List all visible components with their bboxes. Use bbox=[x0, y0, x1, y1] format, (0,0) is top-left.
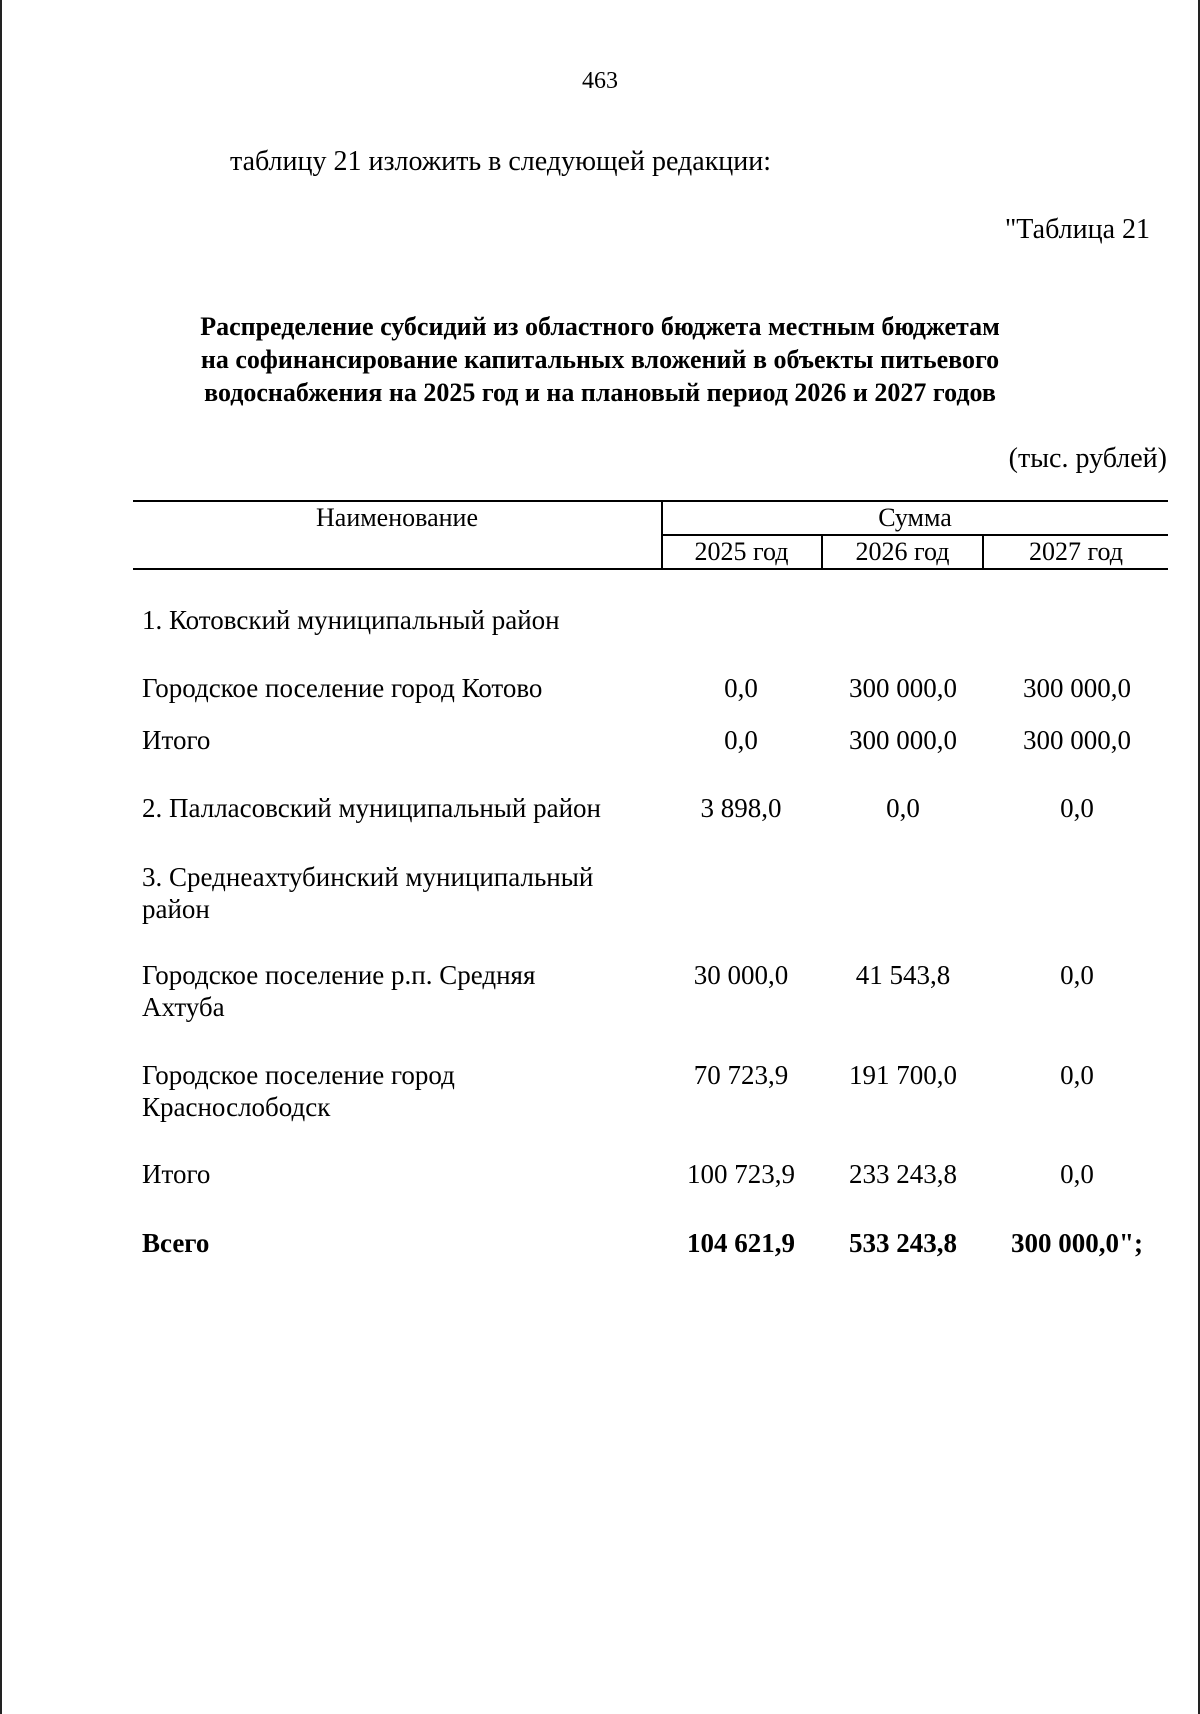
row-value-2027: 300 000,0 bbox=[1023, 673, 1131, 703]
header-bottom-rule bbox=[133, 568, 1168, 570]
row-value-2025: 70 723,9 bbox=[693, 1060, 789, 1090]
row-value-2027: 0,0 bbox=[1060, 960, 1094, 990]
header-top-rule bbox=[133, 500, 1168, 502]
intro-text: таблицу 21 изложить в следующей редакции: bbox=[230, 146, 772, 177]
row-value-2025: 30 000,0 bbox=[693, 960, 789, 990]
row-value-2026: 191 700,0 bbox=[849, 1060, 957, 1090]
row-value-2025: 3 898,0 bbox=[700, 793, 782, 823]
header-name: Наименование bbox=[316, 503, 478, 532]
table-heading bbox=[150, 310, 1050, 409]
row-value-2027: 0,0 bbox=[1060, 793, 1094, 823]
row-value-2027: 0,0 bbox=[1060, 1060, 1094, 1090]
row-value-2027: 300 000,0"; bbox=[1011, 1228, 1143, 1258]
row-name: Городское поселение р.п. Средняя Ахтуба bbox=[142, 960, 536, 1022]
row-value-2026: 300 000,0 bbox=[849, 725, 957, 755]
row-name: Итого bbox=[142, 725, 211, 755]
row-value-2026: 0,0 bbox=[886, 793, 920, 823]
row-value-2027: 300 000,0 bbox=[1023, 725, 1131, 755]
row-name: Итого bbox=[142, 1159, 211, 1189]
row-value-2026: 41 543,8 bbox=[855, 960, 951, 990]
heading-line-3: водоснабжения на 2025 год и на плановый период 2026 и 2027 годов bbox=[204, 378, 996, 407]
row-value-2026: 533 243,8 bbox=[849, 1228, 957, 1258]
row-value-2025: 100 723,9 bbox=[687, 1159, 795, 1189]
row-value-2025: 0,0 bbox=[724, 673, 758, 703]
row-value-2025: 104 621,9 bbox=[687, 1228, 795, 1258]
row-name: 3. Среднеахтубинский муниципальный район bbox=[142, 862, 594, 924]
page-edge-left bbox=[0, 0, 2, 1714]
page-number: 463 bbox=[582, 68, 618, 94]
row-value-2026: 233 243,8 bbox=[849, 1159, 957, 1189]
heading-line-1: Распределение субсидий из областного бюджета местным бюджетам bbox=[200, 312, 1000, 341]
heading-line-2: на софинансирование капитальных вложений в объекты питьевого bbox=[200, 345, 1000, 374]
header-2026: 2026 год bbox=[855, 537, 950, 566]
row-name: Городское поселение город Краснослободск bbox=[142, 1060, 455, 1122]
header-sum-rule bbox=[662, 534, 1168, 536]
row-value-2026: 300 000,0 bbox=[849, 673, 957, 703]
table-label: "Таблица 21 bbox=[1004, 214, 1150, 245]
units-label: (тыс. рублей) bbox=[1008, 443, 1167, 474]
header-2025: 2025 год bbox=[694, 537, 789, 566]
row-value-2027: 0,0 bbox=[1060, 1159, 1094, 1189]
row-name: 2. Палласовский муниципальный район bbox=[142, 793, 601, 823]
row-name: Городское поселение город Котово bbox=[142, 673, 543, 703]
row-name: Всего bbox=[142, 1228, 210, 1258]
header-sum: Сумма bbox=[878, 503, 952, 532]
header-2027: 2027 год bbox=[1029, 537, 1123, 566]
row-value-2025: 0,0 bbox=[724, 725, 758, 755]
row-name: 1. Котовский муниципальный район bbox=[142, 605, 560, 635]
